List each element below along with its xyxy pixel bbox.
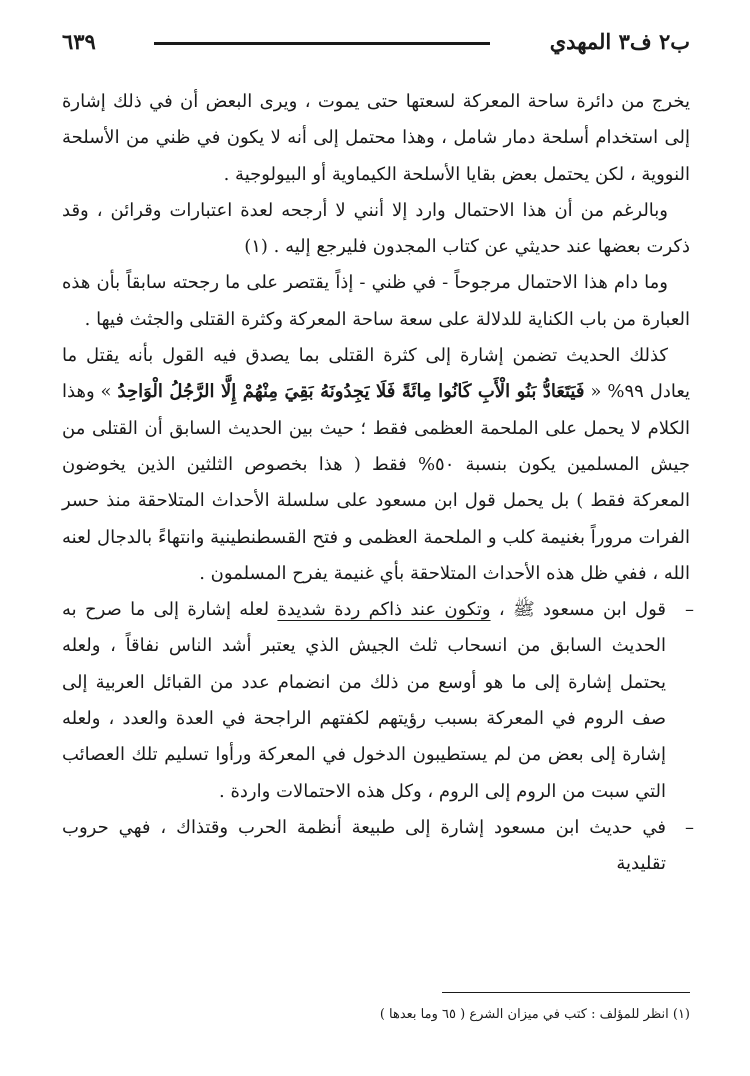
- paragraph-1: يخرج من دائرة ساحة المعركة لسعتها حتى يموت ، ويرى البعض أن في ذلك إشارة إلى استخدام أسلحة دمار شامل ، وهذا محتمل إلى أنه لا يكون في ظني من الأسلحة النووية ، لكن يحتمل بعض بقايا الأسلحة الكيماوية أو البيولوجية .: [62, 91, 690, 185]
- footnote-separator: [442, 992, 690, 993]
- paragraph-3: وما دام هذا الاحتمال مرجوحاً - في ظني - إذاً يقتصر على ما رجحته سابقاً بأن هذه العبارة من باب الكناية للدلالة على سعة ساحة المعركة وكثرة القتلى والجثث فيها .: [62, 272, 690, 330]
- page-number: ٦٣٩: [62, 29, 96, 54]
- body-text: [62, 84, 694, 883]
- paragraph-4-rest: » وهذا الكلام لا يحمل على الملحمة العظمى فقط ؛ حيث بين الحديث السابق أن القتلى من جيش المسلمين يكون بنسبة ٥٠% فقط ( هذا بخصوص الثلثين الذين يخوضون المعركة فقط ) بل يحمل قول ابن مسعود على سلسلة الأحداث المتلاحقة منذ حسر الفرات مروراً بغنيمة كلب و الملحمة العظمى و فتح القسطنطينية وانتهاءً بالدجال لعنه الله ، ففي ظل هذه الأحداث المتلاحقة بأي غنيمة يفرح المسلمون .: [62, 381, 691, 584]
- hadith-quote: فَيَتَعَادُّ بَنُو الْأَبِ كَانُوا مِائَةً فَلَا يَجِدُونَهُ بَقِيَ مِنْهُمْ إِلَّا الرَّجُلُ الْوَاحِدُ: [117, 381, 585, 403]
- bullet-dash: –: [685, 816, 694, 838]
- underlined-quote: وتكون عند ذاكم ردة شديدة: [277, 599, 491, 621]
- paragraph-4-intro: كذلك الحديث تضمن إشارة إلى كثرة القتلى بما يصدق فيه القول بأنه يقتل ما يعادل ٩٩% «: [62, 345, 691, 403]
- paragraph-2: وبالرغم من أن هذا الاحتمال وارد إلا أنني لا أرجحه لعدة اعتبارات وقرائن ، وقد ذكرت بعضها عند حديثي عن كتاب المجدون فليرجع إليه . (١): [62, 199, 690, 258]
- bullet-2-text: في حديث ابن مسعود إشارة إلى طبيعة أنظمة الحرب وقتذاك ، فهي حروب تقليدية: [62, 816, 666, 875]
- footnote: (١) انظر للمؤلف : كتب في ميزان الشرع ( ٦٥ وما بعدها ): [379, 1007, 690, 1022]
- paragraph-4: [62, 338, 690, 592]
- bullet-dash: –: [685, 599, 694, 621]
- running-title: ب٢ ف٣ المهدي: [549, 29, 690, 54]
- bullet-1-intro: قول ابن مسعود ﷺ ،: [498, 599, 666, 621]
- bullet-item-2: [62, 810, 694, 883]
- bullet-item-1: [62, 592, 694, 810]
- page-header: [62, 28, 690, 62]
- bullet-1-text: لعله إشارة إلى ما صرح به الحديث السابق من انسحاب ثلث الجيش الذي يعتبر أشد الناس نفاقاً ، ولعله يحتمل إشارة إلى ما هو أوسع من ذلك من انضمام عدد من القبائل العربية إلى صف الروم في المعركة بسبب رؤيتهم لكفتهم الراجحة في العدة والعدد ، ولعله إشارة إلى بعض من لم يستطيبون الدخول في المعركة ورأوا تسليم تلك العصائب التي سبت من الروم إلى الروم ، وكل هذه الاحتمالات واردة .: [62, 599, 666, 802]
- header-rule: [154, 42, 490, 45]
